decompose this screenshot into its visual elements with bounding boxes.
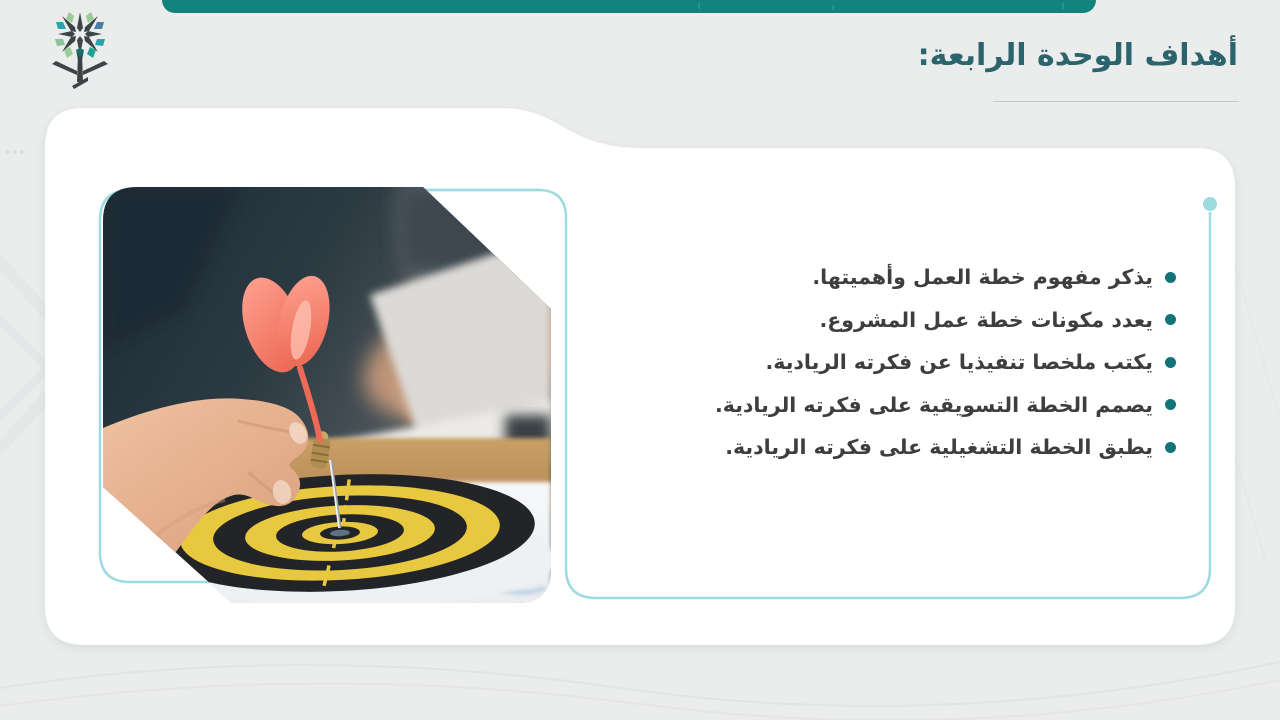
- bullet-icon: [1165, 399, 1176, 410]
- page-title: أهداف الوحدة الرابعة:: [917, 38, 1238, 73]
- bullet-icon: [1165, 272, 1176, 283]
- tvtc-logo: [50, 6, 110, 90]
- objective-item: [616, 426, 1176, 469]
- top-accent-bar: [162, 0, 1096, 13]
- logo-flower-icon: [52, 12, 108, 89]
- objectives-list: [616, 256, 1176, 469]
- objective-text: يطبق الخطة التشغيلية على فكرته الريادية.: [725, 435, 1153, 460]
- objective-text: يصمم الخطة التسويقية على فكرته الريادية.: [714, 392, 1153, 417]
- frame-dot-icon: [1203, 197, 1217, 211]
- objective-text: يعدد مكونات خطة عمل المشروع.: [819, 307, 1153, 332]
- objective-text: يذكر مفهوم خطة العمل وأهميتها.: [812, 265, 1153, 290]
- objective-item: [616, 341, 1176, 384]
- objective-item: [616, 299, 1176, 342]
- title-divider: [993, 101, 1239, 102]
- objective-item: [616, 384, 1176, 427]
- bullet-icon: [1165, 357, 1176, 368]
- bullet-icon: [1165, 314, 1176, 325]
- objective-item: [616, 256, 1176, 299]
- objective-text: يكتب ملخصا تنفيذيا عن فكرته الريادية.: [765, 350, 1153, 375]
- bullet-icon: [1165, 442, 1176, 453]
